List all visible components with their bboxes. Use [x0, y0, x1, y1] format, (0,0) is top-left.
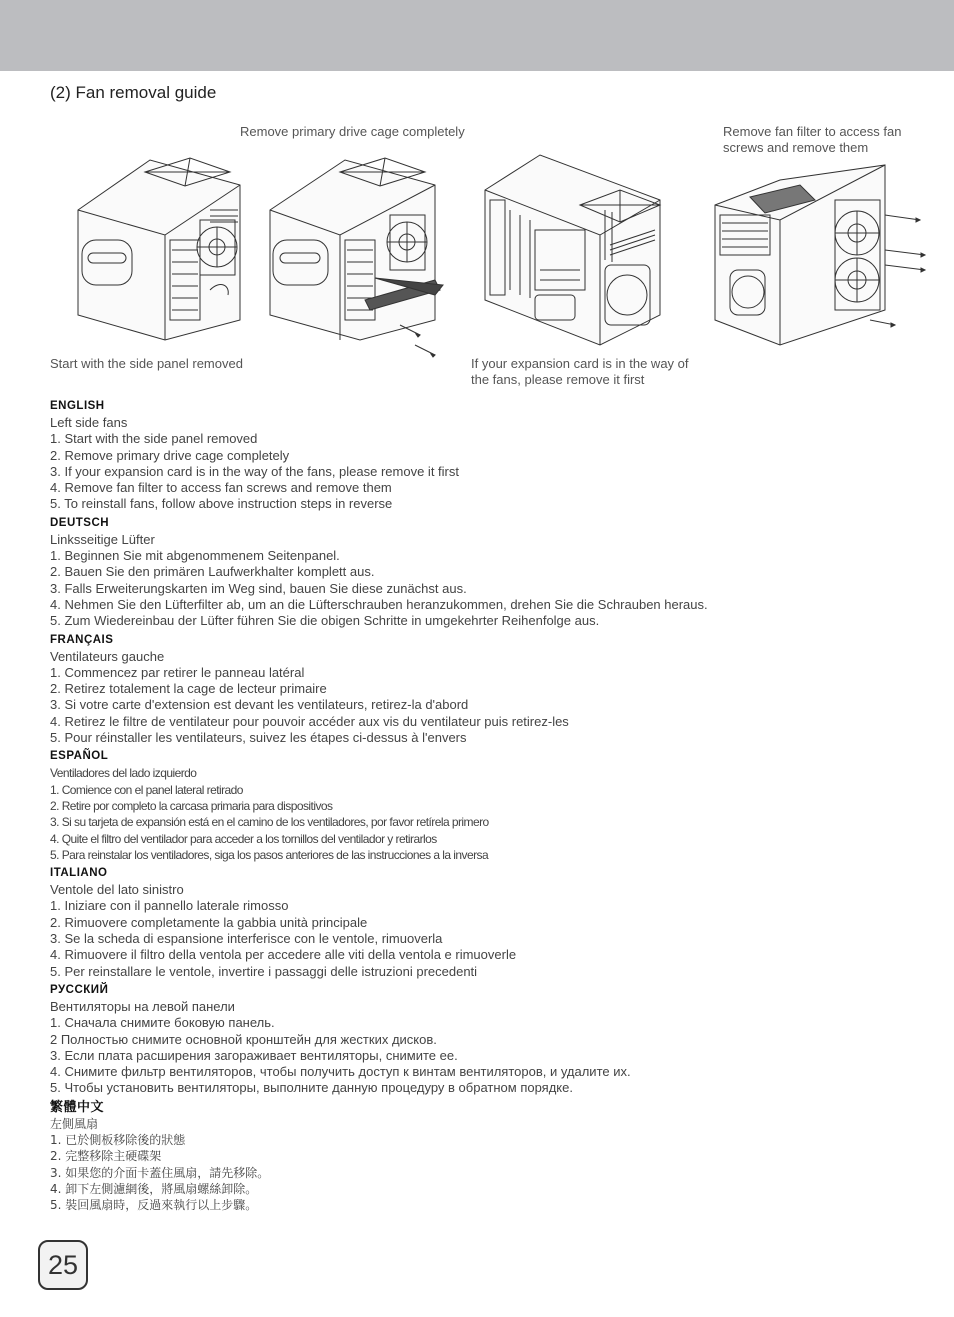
lang-step: 1. 已於側板移除後的狀態 — [50, 1132, 186, 1147]
lang-heading: DEUTSCH — [50, 516, 110, 529]
lang-step: 2. Retire por completo la carcasa primaria para dispositivos — [50, 798, 333, 813]
lang-step: 4. Remove fan filter to access fan screws and remove them — [50, 480, 392, 496]
lang-step: 2. Retirez totalement la cage de lecteur primaire — [50, 681, 327, 697]
caption-remove-fan-filter: Remove fan filter to access fan screws and remove them — [723, 124, 902, 155]
lang-step: 3. Falls Erweiterungskarten im Weg sind, bauen Sie diese zunächst aus. — [50, 580, 467, 596]
lang-block-russian — [50, 982, 930, 1097]
lang-step: 4. 卸下左側濾網後，將風扇螺絲卸除。 — [50, 1181, 258, 1196]
lang-step: 5. Para reinstalar los ventiladores, siga los pasos anteriores de las instrucciones a la inversa — [50, 847, 489, 862]
lang-step: 1. Сначала снимите боковую панель. — [50, 1015, 275, 1031]
caption-expansion-card: If your expansion card is in the way of the fans, please remove it first — [471, 356, 689, 387]
case-side-panel-removed-illustration — [70, 150, 250, 345]
case-expansion-card-area-illustration — [480, 150, 670, 350]
lang-step: 3. 如果您的介面卡蓋住風扇，請先移除。 — [50, 1165, 270, 1180]
lang-step: 3. Si su tarjeta de expansión está en el camino de los ventiladores, por favor retírela primero — [50, 815, 489, 830]
lang-step: 5. Zum Wiedereinbau der Lüfter führen Sie die obigen Schritte in umgekehrter Reihenfolge aus. — [50, 613, 600, 629]
lang-subtitle: Ventilateurs gauche — [50, 648, 165, 664]
lang-step: 5. Pour réinstaller les ventilateurs, suivez les étapes ci-dessus à l'envers — [50, 730, 467, 746]
lang-step: 3. Если плата расширения загораживает вентиляторы, снимите ее. — [50, 1047, 458, 1063]
lang-step: 4. Retirez le filtre de ventilateur pour pouvoir accéder aux vis du ventilateur puis retirez-les — [50, 713, 569, 729]
lang-heading: ENGLISH — [50, 400, 105, 412]
lang-step: 3. Se la scheda di espansione interferisce con le ventole, rimuoverla — [50, 931, 443, 947]
lang-block-deutsch — [50, 515, 930, 630]
caption-side-panel-removed: Start with the side panel removed — [50, 356, 243, 371]
lang-block-francais — [50, 632, 930, 747]
lang-block-english — [50, 398, 930, 513]
lang-heading: FRANÇAIS — [50, 633, 114, 646]
page-number: 25 — [38, 1240, 88, 1290]
lang-subtitle: 左側風扇 — [50, 1116, 99, 1131]
lang-step: 1. Beginnen Sie mit abgenommenem Seitenpanel. — [50, 548, 340, 564]
lang-subtitle: Left side fans — [50, 415, 128, 430]
lang-subtitle: Ventole del lato sinistro — [50, 882, 184, 898]
lang-heading: 繁體中文 — [50, 1099, 105, 1115]
lang-subtitle: Ventiladores del lado izquierdo — [50, 766, 197, 781]
lang-step: 1. Comience con el panel lateral retirado — [50, 782, 243, 797]
lang-step: 4. Quite el filtro del ventilador para acceder a los tornillos del ventilador y retirarlos — [50, 831, 437, 846]
lang-step: 5. Per reinstallare le ventole, invertire i passaggi delle istruzioni precedenti — [50, 963, 478, 979]
caption-remove-drive-cage: Remove primary drive cage completely — [240, 124, 465, 139]
case-fan-filter-removal-illustration — [710, 155, 935, 350]
lang-step: 1. Commencez par retirer le panneau latéral — [50, 664, 305, 680]
lang-step: 3. Si votre carte d'extension est devant les ventilateurs, retirez-la d'abord — [50, 697, 469, 713]
case-drive-cage-removal-illustration — [265, 150, 455, 360]
lang-subtitle: Linksseitige Lüfter — [50, 531, 155, 547]
lang-step: 2. Remove primary drive cage completely — [50, 447, 290, 463]
lang-step: 2. Rimuovere completamente la gabbia unità principale — [50, 914, 368, 930]
lang-step: 1. Start with the side panel removed — [50, 431, 258, 447]
lang-block-traditional-chinese — [50, 1099, 930, 1214]
lang-step: 4. Rimuovere il filtro della ventola per accedere alle viti della ventola e rimuoverle — [50, 947, 517, 963]
lang-step: 5. 裝回風扇時，反過來執行以上步驟。 — [50, 1198, 258, 1213]
lang-heading: ESPAÑOL — [50, 750, 109, 763]
section-title: (2) Fan removal guide — [50, 83, 217, 102]
lang-step: 1. Iniziare con il pannello laterale rimosso — [50, 898, 289, 914]
lang-step: 2. Bauen Sie den primären Laufwerkhalter komplett aus. — [50, 564, 375, 580]
lang-step: 2. 完整移除主硬碟架 — [50, 1149, 162, 1164]
lang-block-italiano — [50, 865, 930, 980]
lang-step: 5. To reinstall fans, follow above instruction steps in reverse — [50, 496, 393, 512]
lang-heading: ITALIANO — [50, 867, 108, 880]
lang-step: 5. Чтобы установить вентиляторы, выполните данную процедуру в обратном порядке. — [50, 1080, 573, 1096]
language-instructions — [50, 396, 930, 1213]
lang-step: 4. Снимите фильтр вентиляторов, чтобы получить доступ к винтам вентиляторов, и удалите их. — [50, 1064, 631, 1080]
lang-step: 3. If your expansion card is in the way of the fans, please remove it first — [50, 463, 459, 479]
lang-heading: РУССКИЙ — [50, 983, 109, 996]
lang-subtitle: Вентиляторы на левой панели — [50, 998, 235, 1014]
lang-step: 2 Полностью снимите основной кронштейн для жестких дисков. — [50, 1031, 437, 1047]
lang-block-espanol — [50, 748, 930, 863]
header-band — [0, 0, 954, 71]
lang-step: 4. Nehmen Sie den Lüfterfilter ab, um an die Lüfterschrauben heranzukommen, drehen Sie die Schrauben heraus. — [50, 596, 708, 612]
